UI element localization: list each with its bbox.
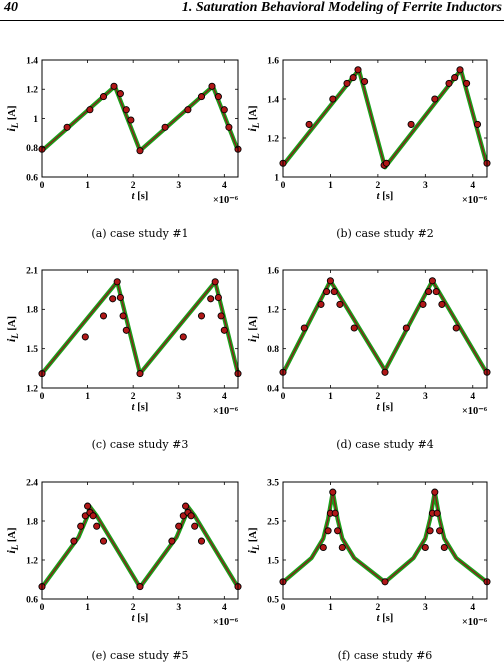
x-tick-label: 1 <box>328 392 333 402</box>
y-tick-label: 2.4 <box>26 478 38 489</box>
chart-panel-4 <box>245 266 490 451</box>
data-point <box>226 124 232 130</box>
data-point <box>192 523 198 529</box>
data-point <box>137 371 143 377</box>
x-tick-label: 4 <box>221 181 227 191</box>
x-tick-label: 4 <box>221 392 227 402</box>
y-tick-label: 0.8 <box>267 344 279 355</box>
data-point <box>426 289 432 295</box>
data-point <box>90 513 96 519</box>
y-axis-label: iL [A] <box>4 315 20 343</box>
subfigure-caption: (c) case study #3 <box>91 438 189 451</box>
x-multiplier-label: ×10⁻⁶ <box>461 406 487 417</box>
chart-panel-6 <box>245 478 490 662</box>
chart-panel-5 <box>4 478 241 662</box>
y-tick-label: 2.5 <box>267 517 279 528</box>
y-axis-label: iL [A] <box>4 527 20 554</box>
subfigure-caption: (f) case study #6 <box>337 649 433 662</box>
x-multiplier-label: ×10⁻⁶ <box>461 617 487 628</box>
data-point <box>332 510 338 516</box>
x-axis-label: t [s] <box>131 402 149 413</box>
data-point <box>439 301 445 307</box>
data-point <box>85 503 91 509</box>
data-point <box>433 289 439 295</box>
y-tick-label: 1.5 <box>26 344 38 355</box>
data-point <box>123 327 129 333</box>
y-tick-label: 2.1 <box>26 266 38 277</box>
data-point <box>441 544 447 550</box>
y-axis-label: iL [A] <box>4 105 20 132</box>
data-point <box>457 67 463 73</box>
data-point <box>212 279 218 285</box>
data-point <box>325 528 331 534</box>
x-tick-label: 2 <box>130 181 136 191</box>
data-point <box>422 544 428 550</box>
data-point <box>188 513 194 519</box>
data-point <box>344 80 350 86</box>
x-tick-label: 0 <box>280 603 286 613</box>
data-point <box>114 279 120 285</box>
data-point <box>128 117 134 123</box>
y-tick-label: 1.2 <box>267 134 279 145</box>
data-point <box>209 83 215 89</box>
y-tick-label: 1.8 <box>26 517 38 528</box>
subfigure-caption: (e) case study #5 <box>91 649 189 662</box>
data-point <box>137 584 143 590</box>
data-point <box>432 96 438 102</box>
data-point <box>215 94 221 100</box>
x-tick-label: 3 <box>422 603 428 613</box>
data-point <box>382 369 388 375</box>
data-point <box>208 296 214 302</box>
x-multiplier-label: ×10⁻⁶ <box>212 406 238 417</box>
x-axis-label: t [s] <box>131 613 149 624</box>
x-tick-label: 3 <box>176 603 182 613</box>
data-point <box>464 80 470 86</box>
data-point <box>318 301 324 307</box>
y-tick-label: 1.2 <box>26 85 38 96</box>
data-point <box>137 148 143 154</box>
data-point <box>176 523 182 529</box>
y-tick-label: 1.6 <box>267 56 279 67</box>
x-axis-label: t [s] <box>376 613 394 624</box>
data-point <box>355 67 361 73</box>
data-point <box>337 301 343 307</box>
y-tick-label: 0.5 <box>267 595 279 606</box>
y-tick-label: 1.6 <box>267 266 279 277</box>
y-axis-label: iL [A] <box>245 527 261 554</box>
data-point <box>306 121 312 127</box>
running-title: 1. Saturation Behavioral Modeling of Ferrite Inductors <box>181 0 502 15</box>
data-point <box>100 538 106 544</box>
y-tick-label: 0.6 <box>26 595 38 606</box>
data-point <box>71 538 77 544</box>
data-point <box>183 503 189 509</box>
y-tick-label: 0.8 <box>26 144 38 155</box>
y-tick-label: 0.4 <box>267 384 279 395</box>
data-point <box>221 107 227 113</box>
data-point <box>434 510 440 516</box>
data-point <box>452 75 458 81</box>
data-point <box>339 544 345 550</box>
data-point <box>327 278 333 284</box>
x-tick-label: 2 <box>375 392 381 402</box>
y-tick-label: 1.5 <box>267 556 279 567</box>
x-tick-label: 0 <box>39 181 45 191</box>
data-point <box>94 523 100 529</box>
x-tick-label: 3 <box>422 392 428 402</box>
subfigure-caption: (d) case study #4 <box>336 438 434 451</box>
x-tick-label: 0 <box>280 181 286 191</box>
x-tick-label: 4 <box>221 603 227 613</box>
data-point <box>324 289 330 295</box>
data-point <box>351 325 357 331</box>
plot-background <box>42 60 238 177</box>
data-point <box>474 121 480 127</box>
x-tick-label: 3 <box>422 181 428 191</box>
chart-panel-3 <box>4 266 241 451</box>
data-point <box>100 94 106 100</box>
data-point <box>331 289 337 295</box>
data-point <box>180 334 186 340</box>
x-tick-label: 2 <box>130 603 136 613</box>
data-point <box>362 78 368 84</box>
data-point <box>350 75 356 81</box>
x-tick-label: 0 <box>39 603 45 613</box>
x-tick-label: 4 <box>470 603 476 613</box>
data-point <box>403 325 409 331</box>
data-point <box>383 160 389 166</box>
x-tick-label: 0 <box>280 392 286 402</box>
data-point <box>215 294 221 300</box>
y-tick-label: 1.2 <box>267 305 279 316</box>
y-tick-label: 1 <box>274 173 279 184</box>
data-point <box>100 313 106 319</box>
data-point <box>382 579 388 585</box>
x-tick-label: 0 <box>39 392 45 402</box>
data-point <box>117 294 123 300</box>
data-point <box>78 523 84 529</box>
x-tick-label: 1 <box>328 181 333 191</box>
x-multiplier-label: ×10⁻⁶ <box>212 195 238 206</box>
x-tick-label: 1 <box>85 392 90 402</box>
page-number: 40 <box>4 0 18 15</box>
data-point <box>123 107 129 113</box>
x-tick-label: 2 <box>130 392 136 402</box>
y-tick-label: 1.2 <box>26 556 38 567</box>
x-axis-label: t [s] <box>376 402 394 413</box>
x-multiplier-label: ×10⁻⁶ <box>461 195 487 206</box>
y-tick-label: 0.6 <box>26 173 38 184</box>
data-point <box>453 325 459 331</box>
data-point <box>420 301 426 307</box>
data-point <box>82 334 88 340</box>
data-point <box>320 544 326 550</box>
data-point <box>301 325 307 331</box>
y-axis-label: iL [A] <box>245 315 261 343</box>
y-tick-label: 1 <box>33 114 38 125</box>
data-point <box>87 107 93 113</box>
y-tick-label: 1.4 <box>267 95 279 106</box>
x-tick-label: 2 <box>375 181 381 191</box>
data-point <box>198 94 204 100</box>
x-multiplier-label: ×10⁻⁶ <box>212 617 238 628</box>
data-point <box>198 313 204 319</box>
data-point <box>427 528 433 534</box>
data-point <box>330 489 336 495</box>
chart-panel-1 <box>4 56 241 240</box>
data-point <box>111 83 117 89</box>
x-tick-label: 1 <box>85 603 90 613</box>
data-point <box>120 313 126 319</box>
x-axis-label: t [s] <box>376 191 394 202</box>
y-tick-label: 3.5 <box>267 478 279 489</box>
data-point <box>117 91 123 97</box>
data-point <box>408 121 414 127</box>
x-tick-label: 3 <box>176 181 182 191</box>
data-point <box>429 278 435 284</box>
x-tick-label: 2 <box>375 603 381 613</box>
data-point <box>185 107 191 113</box>
subfigure-caption: (b) case study #2 <box>336 227 434 240</box>
data-point <box>110 296 116 302</box>
data-point <box>446 80 452 86</box>
x-axis-label: t [s] <box>131 191 149 202</box>
data-point <box>169 538 175 544</box>
x-tick-label: 4 <box>470 392 476 402</box>
y-tick-label: 1.4 <box>26 56 38 67</box>
data-point <box>221 327 227 333</box>
data-point <box>64 124 70 130</box>
x-tick-label: 4 <box>470 181 476 191</box>
x-tick-label: 1 <box>85 181 90 191</box>
data-point <box>437 528 443 534</box>
y-tick-label: 1.8 <box>26 305 38 316</box>
y-axis-label: iL [A] <box>245 105 261 132</box>
data-point <box>162 124 168 130</box>
data-point <box>335 528 341 534</box>
data-point <box>330 96 336 102</box>
data-point <box>218 313 224 319</box>
y-tick-label: 1.2 <box>26 384 38 395</box>
data-point <box>198 538 204 544</box>
x-tick-label: 1 <box>328 603 333 613</box>
chart-panel-2 <box>245 56 490 240</box>
data-point <box>432 489 438 495</box>
subfigure-caption: (a) case study #1 <box>91 227 189 240</box>
x-tick-label: 3 <box>176 392 182 402</box>
